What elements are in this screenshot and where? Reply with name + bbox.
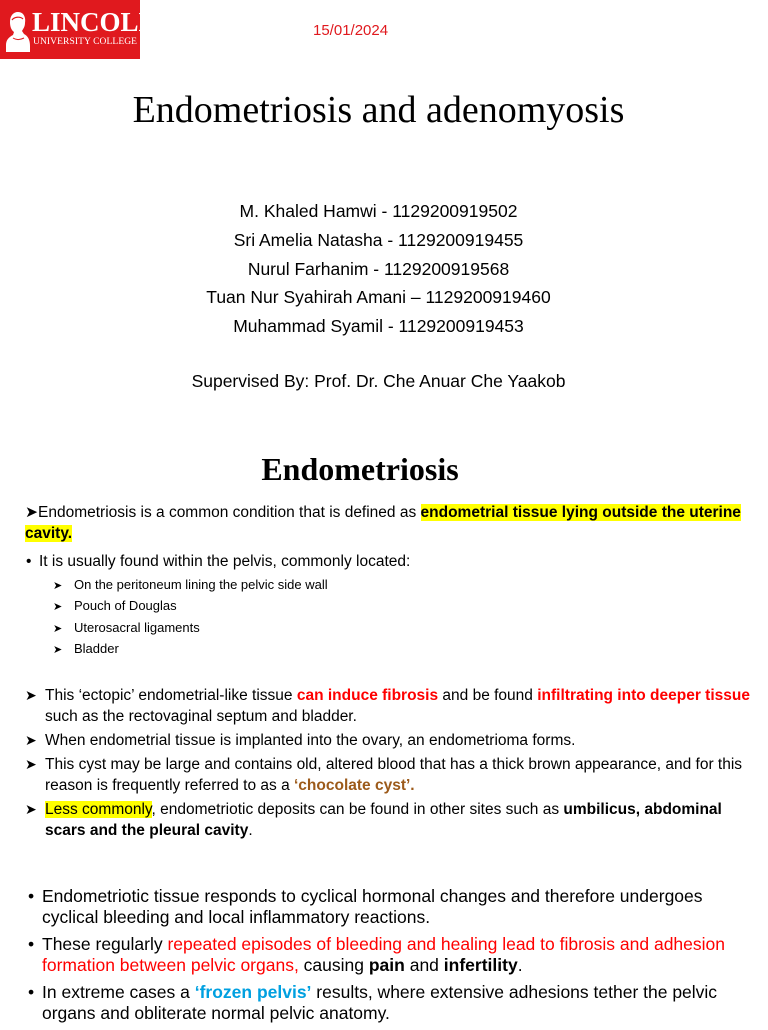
author: Muhammad Syamil - 1129200919453 [233, 316, 524, 337]
list-item: ➤ Pouch of Douglas [53, 595, 328, 616]
arrow-icon: ➤ [25, 732, 37, 748]
author: Tuan Nur Syahirah Amani – 1129200919460 [206, 287, 551, 308]
author: Nurul Farhanim - 1129200919568 [247, 258, 510, 279]
university-logo [0, 0, 159, 59]
author: Sri Amelia Natasha - 1129200919455 [233, 229, 524, 250]
arrow-icon: ➤ [25, 504, 38, 521]
arrow-icon: ➤ [25, 801, 37, 817]
bullet-icon: • [28, 934, 35, 954]
list-item: ➤ Bladder [53, 638, 328, 659]
arrow-icon: ➤ [53, 622, 63, 635]
definition-bullet [25, 502, 760, 544]
list-item: ➤ Uterosacral ligaments [53, 617, 328, 638]
supervisor: Supervised By: Prof. Dr. Che Anuar Che Yaakob [191, 371, 566, 391]
arrow-icon: ➤ [53, 580, 63, 592]
list-item: ➤ Less commonly, endometriotic deposits can be found in other sites such as umbilicus, abdominal scars and the pleural cavity. [25, 801, 722, 839]
effects-list [28, 886, 748, 1030]
arrow-icon: ➤ [53, 601, 63, 614]
logo-name: LINCOLN [32, 7, 159, 37]
author-list [0, 197, 757, 341]
bullet-icon: • [28, 886, 35, 906]
author: M. Khaled Hamwi - 1129200919502 [239, 201, 518, 221]
list-item: • Endometriotic tissue responds to cyclical hormonal changes and therefore undergoes cyclical bleeding and local inflammatory reactions. [28, 886, 703, 927]
list-item: ➤ On the peritoneum lining the pelvic side wall [53, 574, 328, 595]
arrow-icon: ➤ [25, 756, 37, 772]
list-item: • In extreme cases a ‘frozen pelvis’ results, where extensive adhesions tether the pelvic organs and obliterate normal pelvic anatomy. [28, 982, 718, 1023]
list-item: ➤ This cyst may be large and contains old, altered blood that has a thick brown appearance, and for this reason is frequently referred to as a ‘chocolate cyst’. [25, 756, 743, 794]
location-text: It is usually found within the pelvis, commonly located: [39, 553, 411, 570]
list-item: ➤ This ‘ectopic’ endometrial-like tissue can induce fibrosis and be found infiltrating into deeper tissue such as the rectovaginal septum and bladder. [25, 687, 750, 725]
arrow-icon: ➤ [25, 687, 37, 703]
list-item: ➤ When endometrial tissue is implanted into the ovary, an endometrioma forms. [25, 732, 576, 749]
arrow-icon: ➤ [53, 643, 63, 656]
bust-icon [4, 8, 31, 52]
list-item: • These regularly repeated episodes of bleeding and healing lead to fibrosis and adhesion formation between pelvic organs, causing pain and infertility. [28, 934, 725, 975]
bullet-icon: • [26, 553, 32, 570]
document-title: Endometriosis and adenomyosis [132, 89, 625, 131]
location-bullet [26, 551, 726, 572]
date: 15/01/2024 [313, 22, 389, 39]
section-heading: Endometriosis [261, 451, 459, 487]
site-list [53, 574, 328, 659]
logo-subtitle: UNIVERSITY COLLEGE [33, 37, 138, 47]
points-list [25, 685, 755, 844]
definition-text: Endometriosis is a common condition that is defined as [38, 504, 421, 521]
definition-highlight: endometrial tissue lying outside the uterine cavity. [25, 504, 741, 542]
bullet-icon: • [28, 982, 35, 1002]
